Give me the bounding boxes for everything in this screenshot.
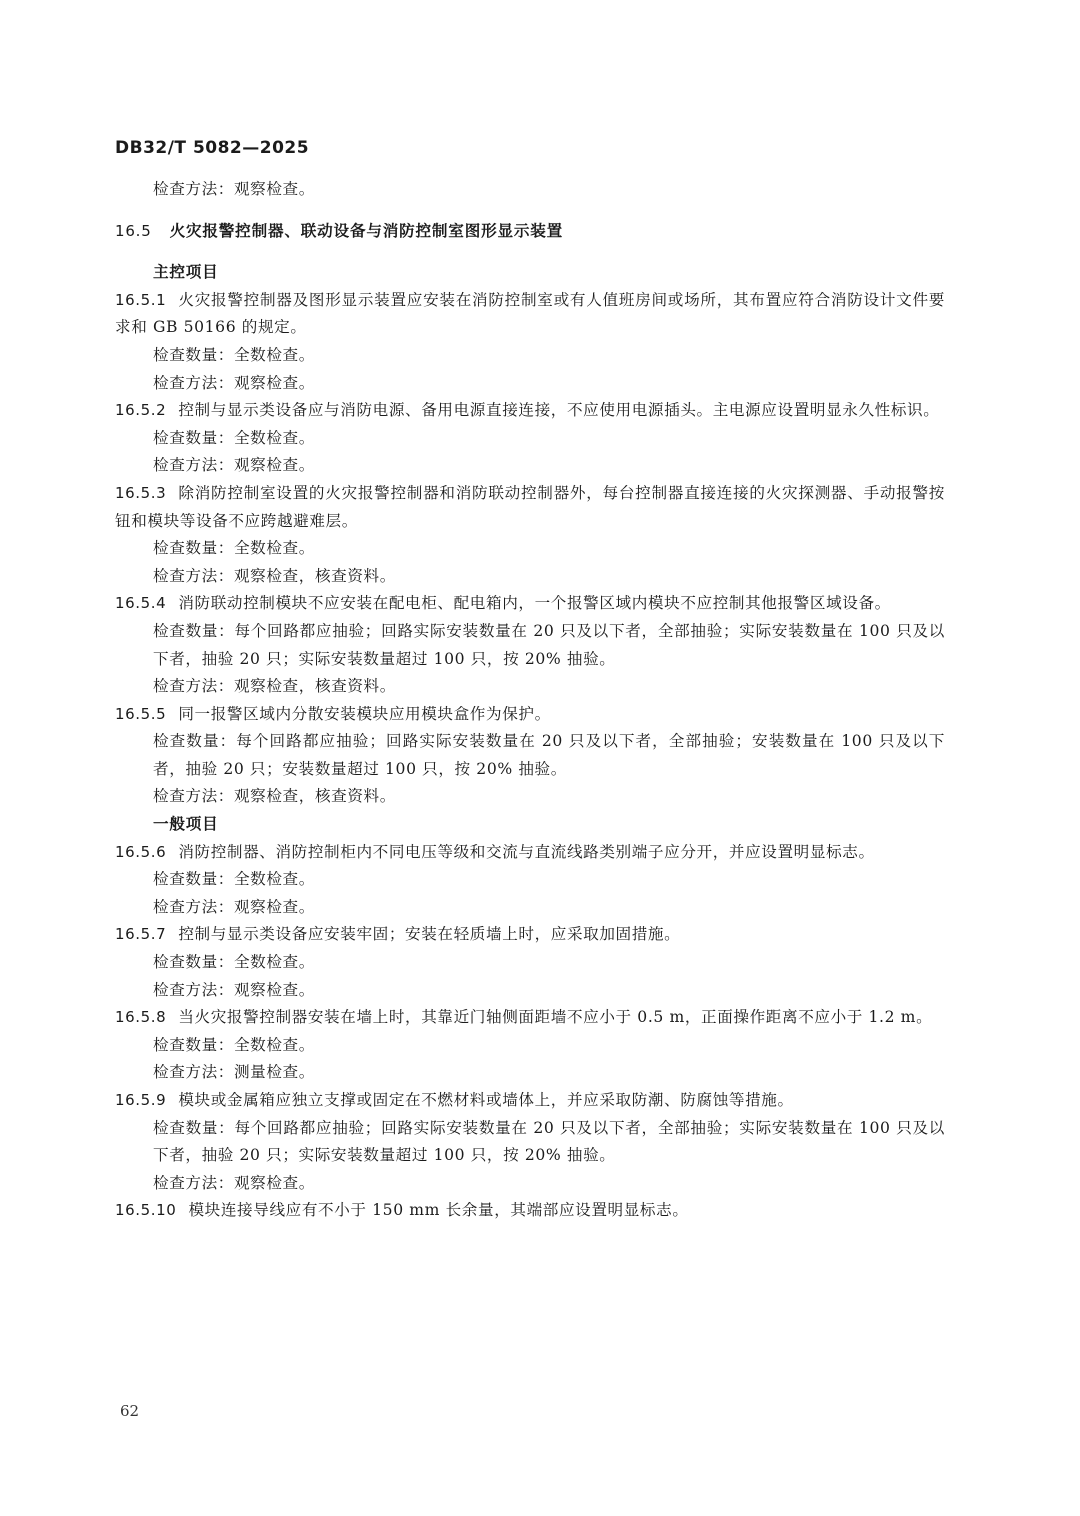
- check-quantity-line: 检查数量：全数检查。: [153, 870, 315, 889]
- clause-text: 控制与显示类设备应与消防电源、备用电源直接连接，不应使用电源插头。主电源应设置明显永久性标识。: [178, 401, 940, 420]
- check-quantity-line: 检查数量：全数检查。: [153, 345, 315, 364]
- check-method-line: 检查方法：观察检查，核查资料。: [153, 677, 396, 696]
- clause-text: 当火灾报警控制器安装在墙上时，其靠近门轴侧面距墙不应小于 0.5 m，正面操作距离不应小于 1.2 m。: [178, 1008, 933, 1027]
- check-quantity-line: 检查数量：每个回路都应抽验；回路实际安装数量在 20 只及以下者，全部抽验；实际安装数量在 100 只及以下者，抽验 20 只；实际安装数量超过 100 只，按 20% 抽验。: [153, 621, 945, 668]
- section-number: 16.5: [115, 221, 152, 240]
- check-quantity-line: 检查数量：全数检查。: [153, 1035, 315, 1054]
- check-quantity-line: 检查数量：全数检查。: [153, 953, 315, 972]
- clause-number: 16.5.7: [115, 925, 167, 944]
- general-items-heading: 一般项目: [153, 815, 219, 834]
- clause-16-5-3: [115, 480, 945, 535]
- clause-text: 消防控制器、消防控制柜内不同电压等级和交流与直流线路类别端子应分开，并应设置明显标志。: [178, 842, 875, 861]
- page-content: [115, 176, 945, 1225]
- check-method-line: 检查方法：观察检查。: [153, 980, 315, 999]
- clause-number: 16.5.2: [115, 401, 167, 420]
- check-method-line: 检查方法：测量检查。: [153, 1063, 315, 1082]
- check-method-line: 检查方法：观察检查。: [153, 456, 315, 475]
- clause-16-5-5: [115, 701, 945, 729]
- clause-text: 除消防控制室设置的火灾报警控制器和消防联动控制器外，每台控制器直接连接的火灾探测器、手动报警按钮和模块等设备不应跨越避难层。: [115, 483, 945, 530]
- clause-number: 16.5.10: [115, 1201, 177, 1220]
- document-standard-id: DB32/T 5082—2025: [115, 138, 310, 158]
- page-number: 62: [120, 1402, 140, 1420]
- check-quantity-line: 检查数量：全数检查。: [153, 428, 315, 447]
- clause-16-5-1: [115, 287, 945, 342]
- clause-number: 16.5.9: [115, 1091, 167, 1109]
- clause-number: 16.5.3: [115, 483, 167, 502]
- check-quantity-line: 检查数量：每个回路都应抽验；回路实际安装数量在 20 只及以下者，全部抽验；实际安装数量在 100 只及以下者，抽验 20 只；实际安装数量超过 100 只，按 20% 抽验。: [153, 1118, 945, 1165]
- clause-16-5-8: [115, 1004, 945, 1032]
- clause-number: 16.5.6: [115, 842, 167, 861]
- clause-text: 模块或金属箱应独立支撑或固定在不燃材料或墙体上，并应采取防潮、防腐蚀等措施。: [178, 1091, 794, 1109]
- clause-16-5-2: [115, 397, 945, 425]
- section-title: 火灾报警控制器、联动设备与消防控制室图形显示装置: [169, 221, 564, 240]
- main-items-heading: 主控项目: [153, 263, 219, 282]
- clause-16-5-9: [115, 1087, 945, 1115]
- clause-number: 16.5.1: [115, 290, 167, 309]
- clause-text: 控制与显示类设备应安装牢固；安装在轻质墙上时，应采取加固措施。: [178, 925, 681, 944]
- check-method-line: 检查方法：观察检查，核查资料。: [153, 566, 396, 585]
- clause-text: 消防联动控制模块不应安装在配电柜、配电箱内，一个报警区域内模块不应控制其他报警区域设备。: [178, 594, 891, 613]
- check-quantity-line: 检查数量：每个回路都应抽验；回路实际安装数量在 20 只及以下者，全部抽验；安装数量在 100 只及以下者，抽验 20 只；安装数量超过 100 只，按 20% 抽验。: [153, 732, 945, 778]
- clause-number: 16.5.4: [115, 594, 167, 613]
- check-quantity-line: 检查数量：全数检查。: [153, 539, 315, 558]
- clause-number: 16.5.5: [115, 704, 167, 723]
- clause-text: 模块连接导线应有不小于 150 mm 长余量，其端部应设置明显标志。: [188, 1201, 689, 1220]
- clause-number: 16.5.8: [115, 1008, 167, 1027]
- check-method-line: 检查方法：观察检查，核查资料。: [153, 787, 396, 806]
- clause-16-5-7: [115, 921, 945, 949]
- clause-16-5-4: [115, 590, 945, 618]
- check-method-line: 检查方法：观察检查。: [153, 373, 315, 392]
- clause-text: 火灾报警控制器及图形显示装置应安装在消防控制室或有人值班房间或场所，其布置应符合消防设计文件要求和 GB 50166 的规定。: [115, 290, 945, 337]
- check-method-line: 检查方法：观察检查。: [153, 1173, 315, 1192]
- clause-16-5-10: [115, 1197, 945, 1225]
- clause-16-5-6: [115, 839, 945, 867]
- check-method-line: 检查方法：观察检查。: [153, 897, 315, 916]
- clause-text: 同一报警区域内分散安装模块应用模块盒作为保护。: [178, 704, 551, 723]
- check-method-line: 检查方法：观察检查。: [153, 180, 315, 198]
- section-heading: [115, 218, 945, 246]
